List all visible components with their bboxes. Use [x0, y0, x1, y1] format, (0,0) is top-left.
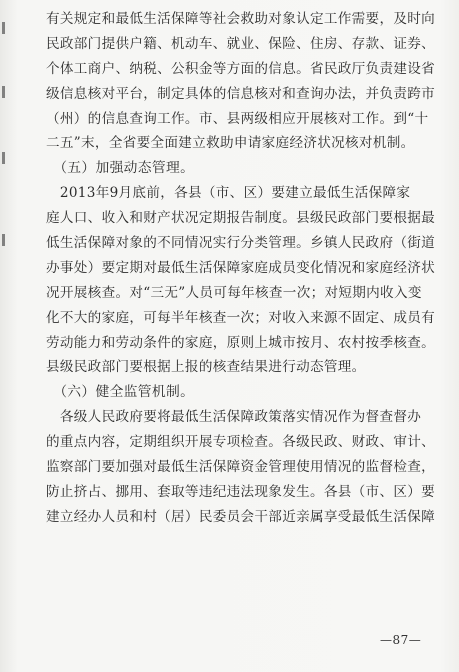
margin-handwriting	[0, 18, 22, 318]
text-line: 县级民政部门要根据上报的核查结果进行动态管理。	[46, 359, 366, 376]
text-line: 有关规定和最低生活保障等社会救助对象认定工作需要，及时向	[46, 11, 436, 27]
text-line: （州）的信息查询工作。市、县两级相应开展核对工作。到“十	[46, 110, 429, 127]
text-line: 庭人口、收入和财产状况定期报告制度。县级民政部门要根据最	[46, 210, 436, 227]
text-line: 级信息核对平台，制定具体的信息核对和查询办法，并负责跨市	[46, 85, 436, 102]
section-heading: （六）健全监管机制。	[46, 384, 195, 401]
binding-mark	[2, 152, 5, 164]
text-line: 建立经办人员和村（居）民委员会干部近亲属享受最低生活保障	[46, 508, 436, 525]
text-line: 低生活保障对象的不同情况实行分类管理。乡镇人民政府（街道	[46, 235, 436, 252]
text-line: 办事处）要定期对最低生活保障家庭成员变化情况和家庭经济状	[46, 259, 436, 276]
text-line: 2013年9月底前，各县（市、区）要建立最低生活保障家	[46, 185, 411, 202]
text-line: 劳动能力和劳动条件的家庭，原则上城市按月、农村按季核查。	[46, 334, 436, 351]
text-line: 二五”末，全省要全面建立救助申请家庭经济状况核对机制。	[46, 135, 415, 152]
binding-mark	[2, 22, 5, 34]
text-line: 化不大的家庭，可每半年核查一次；对收入来源不固定、成员有	[46, 309, 436, 326]
binding-mark	[2, 234, 5, 246]
text-line: 监察部门要加强对最低生活保障资金管理使用情况的监督检查，	[46, 459, 436, 476]
page-number: —87—	[380, 633, 422, 647]
text-line: 防止挤占、挪用、套取等违纪违法现象发生。各县（市、区）要	[46, 483, 436, 500]
section-heading: （五）加强动态管理。	[46, 160, 195, 177]
text-line: 各级人民政府要将最低生活保障政策落实情况作为督查督办	[46, 409, 422, 426]
text-line: 民政部门提供户籍、机动车、就业、保险、住房、存款、证券、	[46, 35, 436, 52]
document-body	[46, 7, 446, 530]
text-line: 况开展核查。对“三无”人员可每年核查一次；对短期内收入变	[46, 284, 422, 301]
text-line: 的重点内容，定期组织开展专项检查。各级民政、财政、审计、	[46, 434, 436, 451]
binding-mark	[2, 86, 5, 98]
text-line: 个体工商户、纳税、公积金等方面的信息。省民政厅负责建设省	[46, 60, 436, 77]
